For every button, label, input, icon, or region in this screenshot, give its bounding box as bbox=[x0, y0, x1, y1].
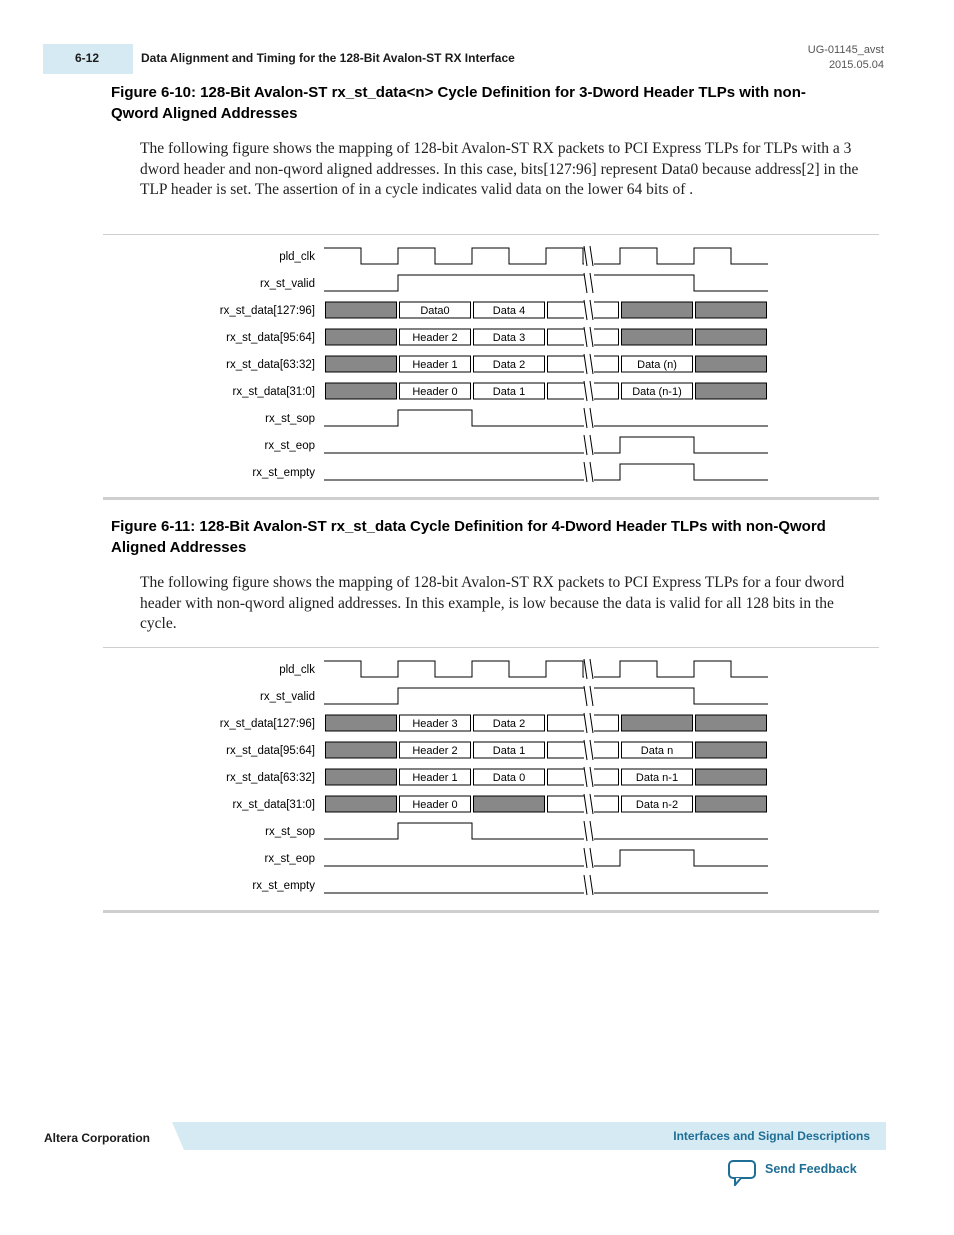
bus-label: Header 3 bbox=[412, 718, 458, 730]
bus-segment bbox=[622, 302, 693, 318]
bus-label: Data 4 bbox=[492, 305, 526, 317]
bus-segment bbox=[696, 383, 767, 399]
bus-label: Data0 bbox=[420, 305, 450, 317]
signal-label: rx_st_eop bbox=[264, 440, 315, 452]
footer-section-link[interactable]: Interfaces and Signal Descriptions bbox=[673, 1129, 870, 1143]
bus-segment bbox=[548, 356, 619, 372]
signal-label: rx_st_data[31:0] bbox=[232, 799, 315, 811]
bus-segment bbox=[326, 302, 397, 318]
signal-label: rx_st_sop bbox=[265, 413, 315, 425]
bus-segment bbox=[696, 742, 767, 758]
bus-segment bbox=[548, 329, 619, 345]
send-feedback-link[interactable] bbox=[727, 1158, 867, 1186]
figure-title: Figure 6-10: 128-Bit Avalon-ST rx_st_data<n> Cycle Definition for 3-Dword Header TLPs with non-Qword Aligned Addresses bbox=[111, 84, 806, 122]
signal-label: rx_st_data[127:96] bbox=[219, 718, 315, 730]
bus-segment bbox=[696, 769, 767, 785]
bus-segment bbox=[326, 715, 397, 731]
bus-segment bbox=[548, 796, 619, 812]
signal-label: rx_st_data[95:64] bbox=[226, 745, 315, 757]
figure-top-rule bbox=[103, 234, 879, 235]
bus-segment bbox=[696, 356, 767, 372]
signal-label: rx_st_sop bbox=[265, 826, 315, 838]
bus-label: Header 2 bbox=[412, 745, 458, 757]
signal-label: rx_st_data[127:96] bbox=[219, 305, 315, 317]
valid-waveform bbox=[324, 275, 768, 291]
bus-label: Header 0 bbox=[412, 799, 458, 811]
bus-segment bbox=[548, 715, 619, 731]
figure-top-rule bbox=[103, 647, 879, 648]
bus-label: Header 1 bbox=[412, 359, 458, 371]
timing-diagram bbox=[103, 651, 879, 906]
signal-label: rx_st_data[63:32] bbox=[226, 359, 315, 371]
doc-id: UG-01145_avst bbox=[807, 44, 884, 56]
bus-segment bbox=[326, 742, 397, 758]
bus-label: Header 2 bbox=[412, 332, 458, 344]
signal-label: pld_clk bbox=[279, 664, 315, 676]
signal-label: rx_st_data[31:0] bbox=[232, 386, 315, 398]
bus-segment bbox=[326, 796, 397, 812]
figure-description: The following figure shows the mapping of 128-bit Avalon-ST RX packets to PCI Express TLPs for TLPs with a 3 dword header and non-qword aligned addresses. In this case, bits[127:96] represent Data0 because address[2] in the TLP header is set. The assertion of in a cycle indicates valid data on the lower 64 bits of . bbox=[140, 140, 859, 198]
bus-segment bbox=[474, 796, 545, 812]
bus-label: Data 3 bbox=[492, 332, 526, 344]
bus-label: Data (n) bbox=[637, 359, 677, 371]
clock-waveform bbox=[324, 248, 768, 264]
page-number: 6-12 bbox=[75, 51, 100, 65]
bus-label: Data 1 bbox=[492, 386, 526, 398]
signal-label: pld_clk bbox=[279, 251, 315, 263]
bus-label: Data 2 bbox=[492, 718, 526, 730]
page-number-tab bbox=[43, 44, 133, 74]
signal-label: rx_st_valid bbox=[260, 278, 315, 290]
bus-segment bbox=[696, 329, 767, 345]
signal-label: rx_st_data[63:32] bbox=[226, 772, 315, 784]
bus-label: Data n-2 bbox=[635, 799, 679, 811]
doc-info bbox=[808, 43, 884, 73]
bus-label: Data n bbox=[640, 745, 674, 757]
clock-waveform bbox=[324, 661, 768, 677]
signal-label: rx_st_eop bbox=[264, 853, 315, 865]
bus-segment bbox=[696, 302, 767, 318]
speech-bubble-icon bbox=[727, 1158, 759, 1186]
send-feedback-label: Send Feedback bbox=[765, 1162, 857, 1176]
signal-label: rx_st_valid bbox=[260, 691, 315, 703]
bus-segment bbox=[696, 796, 767, 812]
figure-description: The following figure shows the mapping of 128-bit Avalon-ST RX packets to PCI Express TLPs for a four dword header with non-qword aligned addresses. In this example, is low because the data is valid for all 128 bits in the cycle. bbox=[140, 574, 845, 632]
doc-date: 2015.05.04 bbox=[828, 59, 884, 71]
sop-waveform bbox=[324, 823, 768, 839]
bus-label: Data n-1 bbox=[635, 772, 679, 784]
figure-bottom-rule bbox=[103, 497, 879, 500]
bus-segment bbox=[696, 715, 767, 731]
bus-label: Header 0 bbox=[412, 386, 458, 398]
valid-waveform bbox=[324, 688, 768, 704]
bus-segment bbox=[622, 329, 693, 345]
timing-diagram bbox=[103, 238, 879, 493]
eop-waveform bbox=[324, 850, 768, 866]
eop-waveform bbox=[324, 437, 768, 453]
figure-bottom-rule bbox=[103, 910, 879, 913]
bus-segment bbox=[548, 742, 619, 758]
bus-segment bbox=[326, 383, 397, 399]
section-title: Data Alignment and Timing for the 128-Bit Avalon-ST RX Interface bbox=[141, 51, 515, 65]
signal-label: rx_st_empty bbox=[252, 467, 315, 479]
bus-segment bbox=[548, 383, 619, 399]
signal-label: rx_st_empty bbox=[252, 880, 315, 892]
bus-label: Data 1 bbox=[492, 745, 526, 757]
bus-label: Data 0 bbox=[492, 772, 526, 784]
bus-segment bbox=[622, 715, 693, 731]
bus-label: Data 2 bbox=[492, 359, 526, 371]
bus-label: Header 1 bbox=[412, 772, 458, 784]
signal-label: rx_st_data[95:64] bbox=[226, 332, 315, 344]
company-name: Altera Corporation bbox=[44, 1131, 151, 1145]
bus-segment bbox=[326, 769, 397, 785]
bus-segment bbox=[326, 329, 397, 345]
bus-segment bbox=[548, 769, 619, 785]
figure-title: Figure 6-11: 128-Bit Avalon-ST rx_st_data Cycle Definition for 4-Dword Header TLPs with non-Qword Aligned Addresses bbox=[111, 518, 826, 556]
bus-label: Data (n-1) bbox=[632, 386, 682, 398]
bus-segment bbox=[548, 302, 619, 318]
sop-waveform bbox=[324, 410, 768, 426]
bus-segment bbox=[326, 356, 397, 372]
empty-waveform bbox=[324, 464, 768, 480]
